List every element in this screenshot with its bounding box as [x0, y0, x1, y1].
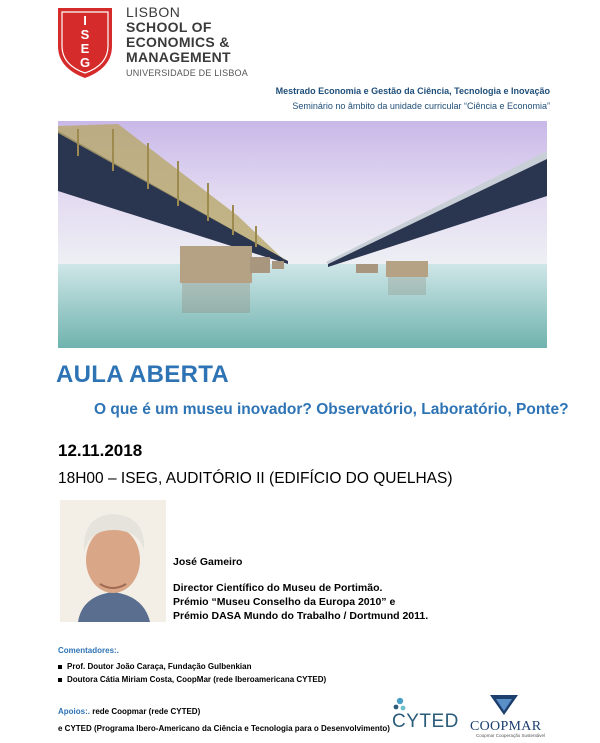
commentators-list: [58, 660, 326, 686]
cyted-logo-text: CYTED: [392, 711, 459, 732]
school-name: [126, 5, 266, 78]
commentators-heading: Comentadores:.: [58, 646, 119, 655]
svg-text:S: S: [80, 27, 90, 42]
school-line2: SCHOOL OF: [126, 19, 212, 35]
svg-text:G: G: [79, 55, 91, 70]
speaker-role-line2: Prémio “Museu Conselho da Europa 2010” e: [173, 596, 396, 608]
support-cyted-line: e CYTED (Programa Ibero-Americano da Ciência e Tecnologia para o Desenvolvimento): [58, 724, 390, 733]
speaker-portrait: [60, 500, 166, 622]
speaker-role-line1: Director Científico do Museu de Portimão.: [173, 582, 383, 594]
coopmar-logo-text: COOPMAR: [470, 719, 542, 734]
speaker-name: José Gameiro: [173, 556, 243, 568]
svg-text:I: I: [83, 13, 87, 28]
event-subtitle: O que é um museu inovador? Observatório, Laboratório, Ponte?: [94, 401, 569, 418]
program-title: Mestrado Economia e Gestão da Ciência, Tecnologia e Inovação: [275, 86, 550, 96]
school-line3: ECONOMICS &: [126, 34, 230, 50]
university-name: UNIVERSIDADE DE LISBOA: [126, 68, 248, 78]
speaker-info: [173, 581, 428, 623]
school-line1: LISBON: [126, 4, 181, 20]
coopmar-tagline: Coopmar Cooperação Sustentável: [476, 733, 546, 738]
list-item: [58, 660, 326, 673]
speaker-role-line3: Prémio DASA Mundo do Trabalho / Dortmund 2011.: [173, 610, 429, 622]
support-heading: Apoios:.: [58, 707, 90, 716]
commentator-2: Doutora Cátia Miriam Costa, CoopMar (rede Iberoamericana CYTED): [67, 675, 327, 684]
event-date: 12.11.2018: [58, 441, 143, 460]
svg-text:E: E: [80, 41, 90, 56]
commentator-1: Prof. Doutor João Caraça, Fundação Gulbenkian: [67, 662, 252, 671]
support-text: rede Coopmar (rede CYTED): [90, 707, 201, 716]
event-title: AULA ABERTA: [56, 361, 230, 388]
bullet-icon: [58, 678, 62, 682]
bridge-photo: [58, 121, 547, 348]
event-time-place: 18H00 – ISEG, AUDITÓRIO II (EDIFÍCIO DO QUELHAS): [58, 470, 453, 487]
list-item: [58, 673, 326, 686]
bullet-icon: [58, 665, 62, 669]
school-line4: MANAGEMENT: [126, 49, 231, 65]
iseg-shield-logo: [56, 6, 114, 80]
support-line: [58, 707, 200, 716]
seminar-note: Seminário no âmbito da unidade curricular “Ciência e Economia”: [292, 101, 550, 111]
